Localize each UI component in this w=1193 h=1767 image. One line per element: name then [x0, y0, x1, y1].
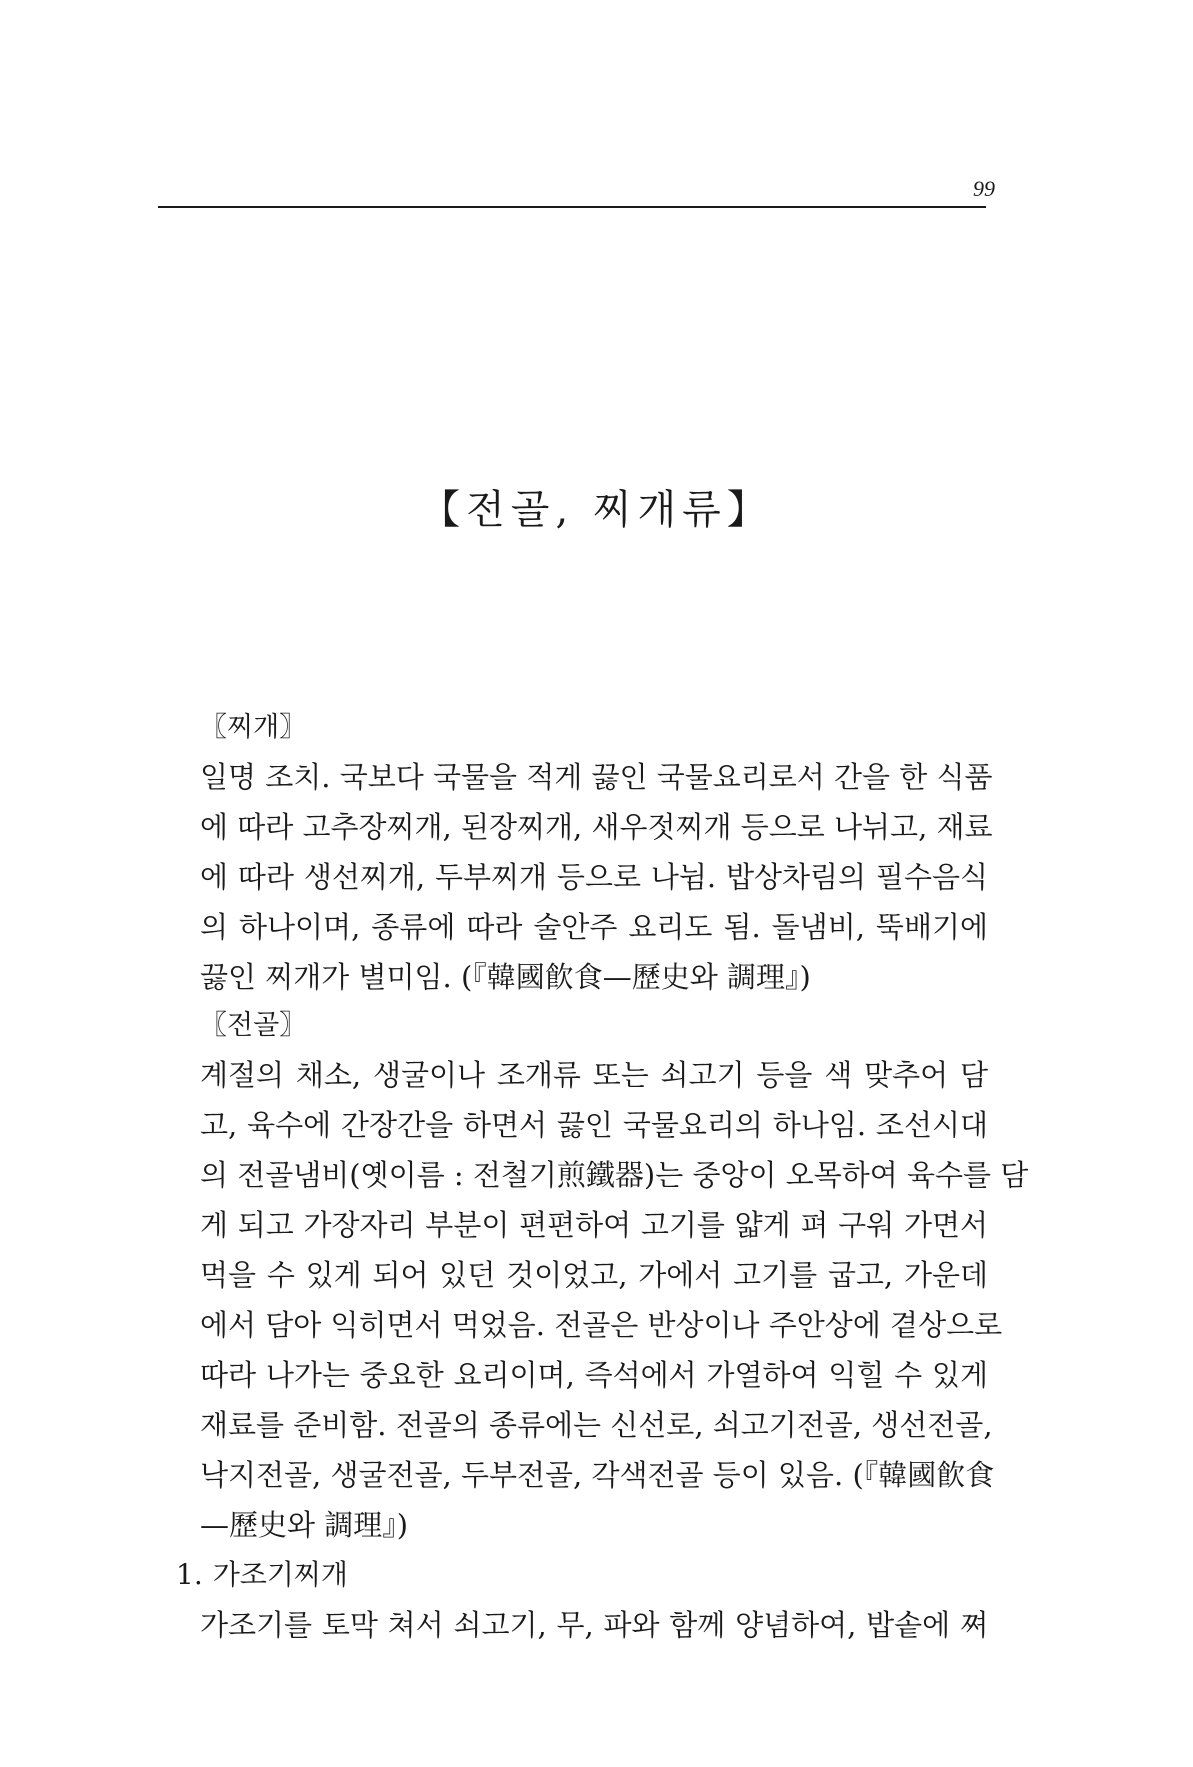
text-line: —歷史와 調理』): [200, 1508, 409, 1542]
text-line: 의 전골냄비(옛이름 : 전철기煎鐵器)는 중앙이 오목하여 육수를 담: [200, 1158, 1029, 1192]
item-title: 가조기찌개: [212, 1558, 348, 1591]
text-line: 에서 담아 익히면서 먹었음. 전골은 반상이나 주안상에 곁상으로: [200, 1308, 1003, 1342]
entry-heading: 〖찌개〗: [200, 712, 307, 743]
text-line: 계절의 채소, 생굴이나 조개류 또는 쇠고기 등을 색 맞추어 담: [200, 1058, 988, 1092]
text-line: 재료를 준비함. 전골의 종류에는 신선로, 쇠고기전골, 생선전골,: [200, 1408, 993, 1442]
text-line: 에 따라 고추장찌개, 된장찌개, 새우젓찌개 등으로 나뉘고, 재료: [200, 810, 993, 844]
text-line: 낙지전골, 생굴전골, 두부전골, 각색전골 등이 있음. (『韓國飮食: [200, 1458, 995, 1492]
text-line: 끓인 찌개가 별미임. (『韓國飮食—歷史와 調理』): [200, 960, 811, 994]
text-line: 먹을 수 있게 되어 있던 것이었고, 가에서 고기를 굽고, 가운데: [200, 1258, 988, 1292]
text-line: 고, 육수에 간장간을 하면서 끓인 국물요리의 하나임. 조선시대: [200, 1108, 988, 1142]
text-line: 가조기를 토막 쳐서 쇠고기, 무, 파와 함께 양념하여, 밥솥에 쪄: [200, 1608, 988, 1642]
section-title: 【전골, 찌개류】: [420, 487, 773, 533]
item-number: 1.: [176, 1558, 203, 1591]
page-number: 99: [973, 176, 995, 201]
text-line: 일명 조치. 국보다 국물을 적게 끓인 국물요리로서 간을 한 식품: [200, 760, 993, 794]
text-line: 에 따라 생선찌개, 두부찌개 등으로 나뉨. 밥상차림의 필수음식: [200, 860, 988, 894]
entry-jjigae: [200, 704, 993, 1002]
item-gajogi-jjigae: [176, 1550, 988, 1650]
entry-heading: 〖전골〗: [200, 1010, 307, 1041]
item-heading: [176, 1550, 988, 1600]
text-line: 따라 나가는 중요한 요리이며, 즉석에서 가열하여 익힐 수 있게: [200, 1358, 988, 1392]
text-line: 의 하나이며, 종류에 따라 술안주 요리도 됨. 돌냄비, 뚝배기에: [200, 910, 988, 944]
header-rule: [158, 206, 986, 208]
body-text: [176, 704, 1029, 1650]
entry-jeongol: [200, 1002, 1029, 1550]
text-line: 게 되고 가장자리 부분이 편편하여 고기를 얇게 펴 구워 가면서: [200, 1208, 988, 1242]
